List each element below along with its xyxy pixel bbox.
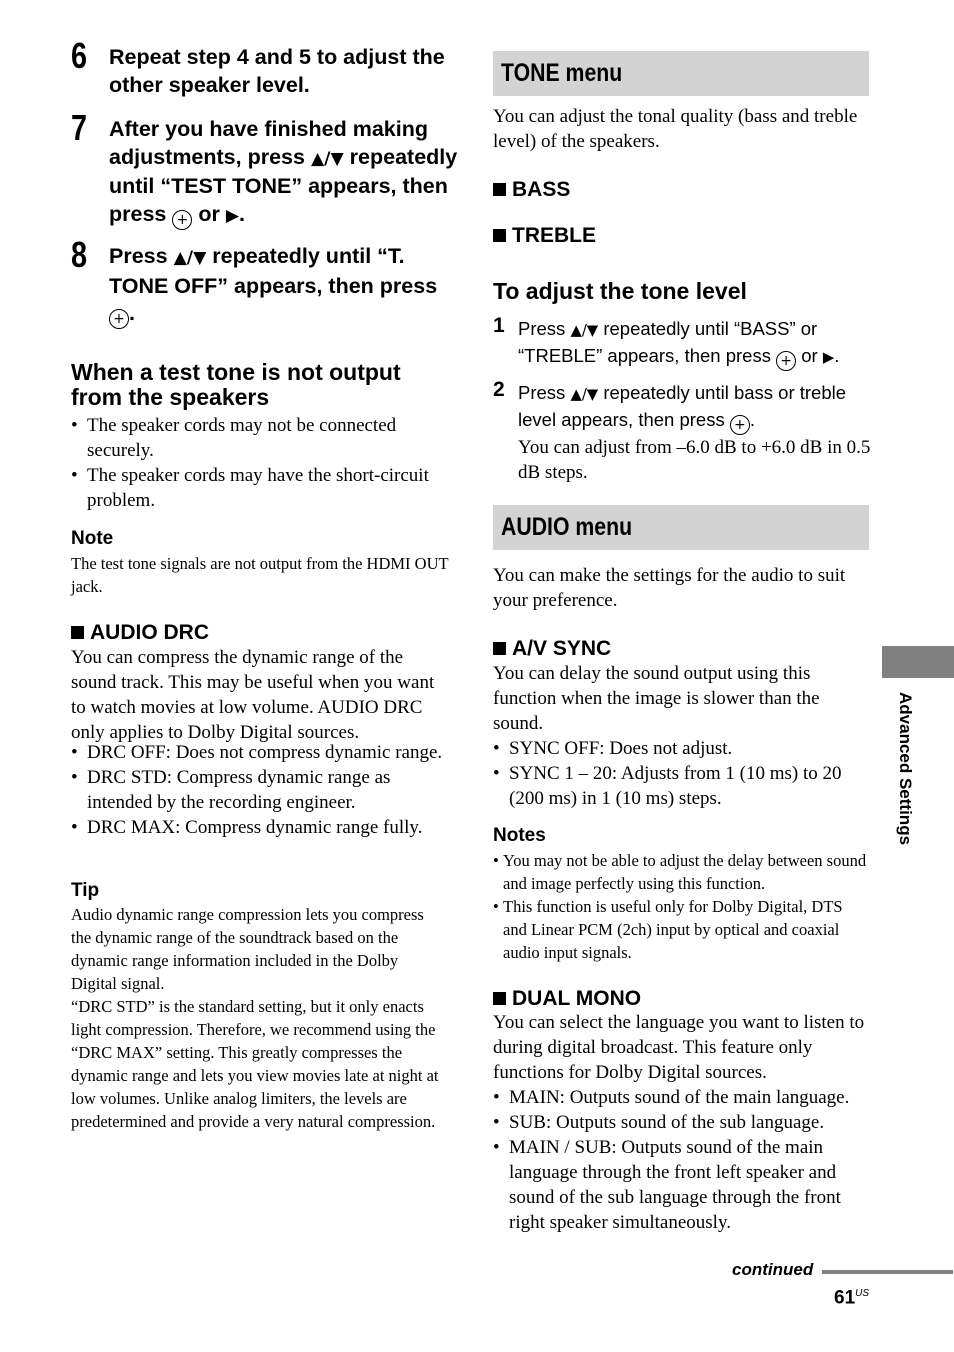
list-item: • DRC STD: Compress dynamic range as intended by the recording engineer. bbox=[71, 765, 449, 815]
av-sync-list bbox=[493, 736, 869, 811]
side-tab-label: Advanced Settings bbox=[896, 692, 915, 846]
note-text: The test tone signals are not output from the HDMI OUT jack. bbox=[71, 554, 449, 596]
enter-button-icon: + bbox=[109, 309, 129, 329]
step-text: Press ▲/▼ repeatedly until bass or treble level appears, then press + . You can adjust from –6.0 dB to +6.0 dB in 0.5 dB steps. bbox=[518, 380, 873, 485]
audio-menu-text: You can make the settings for the audio to suit your preference. bbox=[493, 565, 846, 611]
av-sync-text: You can delay the sound output using this function when the image is slower than the sound. bbox=[493, 663, 820, 734]
list-item: • You may not be able to adjust the delay between sound and image perfectly using this function. bbox=[493, 849, 869, 895]
audio-drc-heading: AUDIO DRC bbox=[71, 621, 209, 645]
tone-menu-text: You can adjust the tonal quality (bass and treble level) of the speakers. bbox=[493, 106, 858, 152]
square-bullet-icon bbox=[493, 642, 506, 655]
note-label: Note bbox=[71, 528, 114, 549]
list-item: • SYNC OFF: Does not adjust. bbox=[493, 736, 869, 761]
dual-mono-text: You can select the language you want to listen to during digital broadcast. This feature only functions for Dolby Digital sources. bbox=[493, 1012, 865, 1083]
list-item: • DRC OFF: Does not compress dynamic range. bbox=[71, 740, 449, 765]
dual-mono-heading: DUAL MONO bbox=[493, 987, 641, 1011]
tip-label: Tip bbox=[71, 880, 100, 901]
enter-button-icon: + bbox=[730, 415, 750, 435]
right-arrow-icon: ▶ bbox=[822, 349, 835, 366]
list-item: • SUB: Outputs sound of the sub language. bbox=[493, 1110, 873, 1135]
up-down-arrow-icon: ▲/▼ bbox=[173, 248, 207, 268]
square-bullet-icon bbox=[493, 229, 506, 242]
page-number: $61^{US}$ bbox=[834, 1287, 870, 1309]
adjust-tone-heading: To adjust the tone level bbox=[493, 278, 747, 304]
step-text: Press ▲/▼ repeatedly until “BASS” or “TREBLE” appears, then press + or ▶. bbox=[518, 318, 840, 369]
list-item: • This function is useful only for Dolby Digital, DTS and Linear PCM (2ch) input by optical and coaxial audio input signals. bbox=[493, 895, 869, 964]
list-item: • MAIN: Outputs sound of the main language. bbox=[493, 1085, 873, 1110]
step-number: 8 bbox=[71, 234, 88, 275]
square-bullet-icon bbox=[493, 183, 506, 196]
list-item: • DRC MAX: Compress dynamic range fully. bbox=[71, 815, 449, 840]
list-item: • The speaker cords may have the short-circuit problem. bbox=[71, 463, 451, 513]
step-text: After you have finished making adjustments, press ▲/▼ repeatedly until “TEST TONE” appears, then press + or ▶. bbox=[109, 117, 458, 228]
notes-label: Notes bbox=[493, 825, 546, 846]
list-item: • MAIN / SUB: Outputs sound of the main language through the front left speaker and sound of the sub language through the front right speaker simultaneously. bbox=[493, 1135, 873, 1235]
audio-drc-list bbox=[71, 740, 449, 840]
dual-mono-list bbox=[493, 1085, 873, 1235]
step-text: Repeat step 4 and 5 to adjust the other speaker level. bbox=[109, 45, 445, 97]
up-down-arrow-icon: ▲/▼ bbox=[570, 386, 599, 403]
up-down-arrow-icon: ▲/▼ bbox=[310, 148, 344, 169]
up-down-arrow-icon: ▲/▼ bbox=[570, 322, 599, 339]
notes-list bbox=[493, 849, 869, 964]
step-number: 2 bbox=[493, 378, 505, 401]
continued-rule bbox=[822, 1270, 953, 1274]
enter-button-icon: + bbox=[172, 210, 192, 230]
audio-menu-header: AUDIO menu bbox=[493, 505, 869, 550]
list-item: • The speaker cords may not be connected securely. bbox=[71, 413, 451, 463]
step-number: 7 bbox=[71, 107, 88, 148]
continued-label: continued bbox=[732, 1260, 814, 1279]
audio-drc-text: You can compress the dynamic range of the sound track. This may be useful when you want to watch movies at low volume. AUDIO DRC only applies to Dolby Digital sources. bbox=[71, 647, 435, 743]
list-item: • SYNC 1 – 20: Adjusts from 1 (10 ms) to 20 (200 ms) in 1 (10 ms) steps. bbox=[493, 761, 869, 811]
square-bullet-icon bbox=[493, 992, 506, 1005]
enter-button-icon: + bbox=[776, 351, 796, 371]
bass-heading: BASS bbox=[493, 178, 570, 202]
right-arrow-icon: ▶ bbox=[225, 205, 240, 226]
step-number: 1 bbox=[493, 314, 505, 337]
no-tone-list bbox=[71, 413, 451, 513]
step-note: You can adjust from –6.0 dB to +6.0 dB in 0.5 dB steps. bbox=[518, 437, 871, 483]
treble-heading: TREBLE bbox=[493, 224, 596, 248]
tone-menu-header: TONE menu bbox=[493, 51, 869, 96]
tip-text: Audio dynamic range compression lets you compress the dynamic range of the soundtrack based on the dynamic range information included in the Dolby Digital signal. “DRC STD” is the standard setting, but it only enacts light compression. Therefore, we recommend using the “DRC MAX” setting. This greatly compresses the dynamic range and lets you view movies late at night at low volumes. Unlike analog limiters, the levels are predetermined and provide a very natural compression. bbox=[71, 905, 439, 1131]
step-number: 6 bbox=[71, 35, 88, 76]
square-bullet-icon bbox=[71, 626, 84, 639]
step-text: Press ▲/▼ repeatedly until “T. TONE OFF” appears, then press + . bbox=[109, 244, 438, 327]
av-sync-heading: A/V SYNC bbox=[493, 637, 611, 661]
no-tone-heading: When a test tone is not output from the speakers bbox=[71, 359, 401, 410]
side-tab-marker bbox=[882, 646, 954, 678]
